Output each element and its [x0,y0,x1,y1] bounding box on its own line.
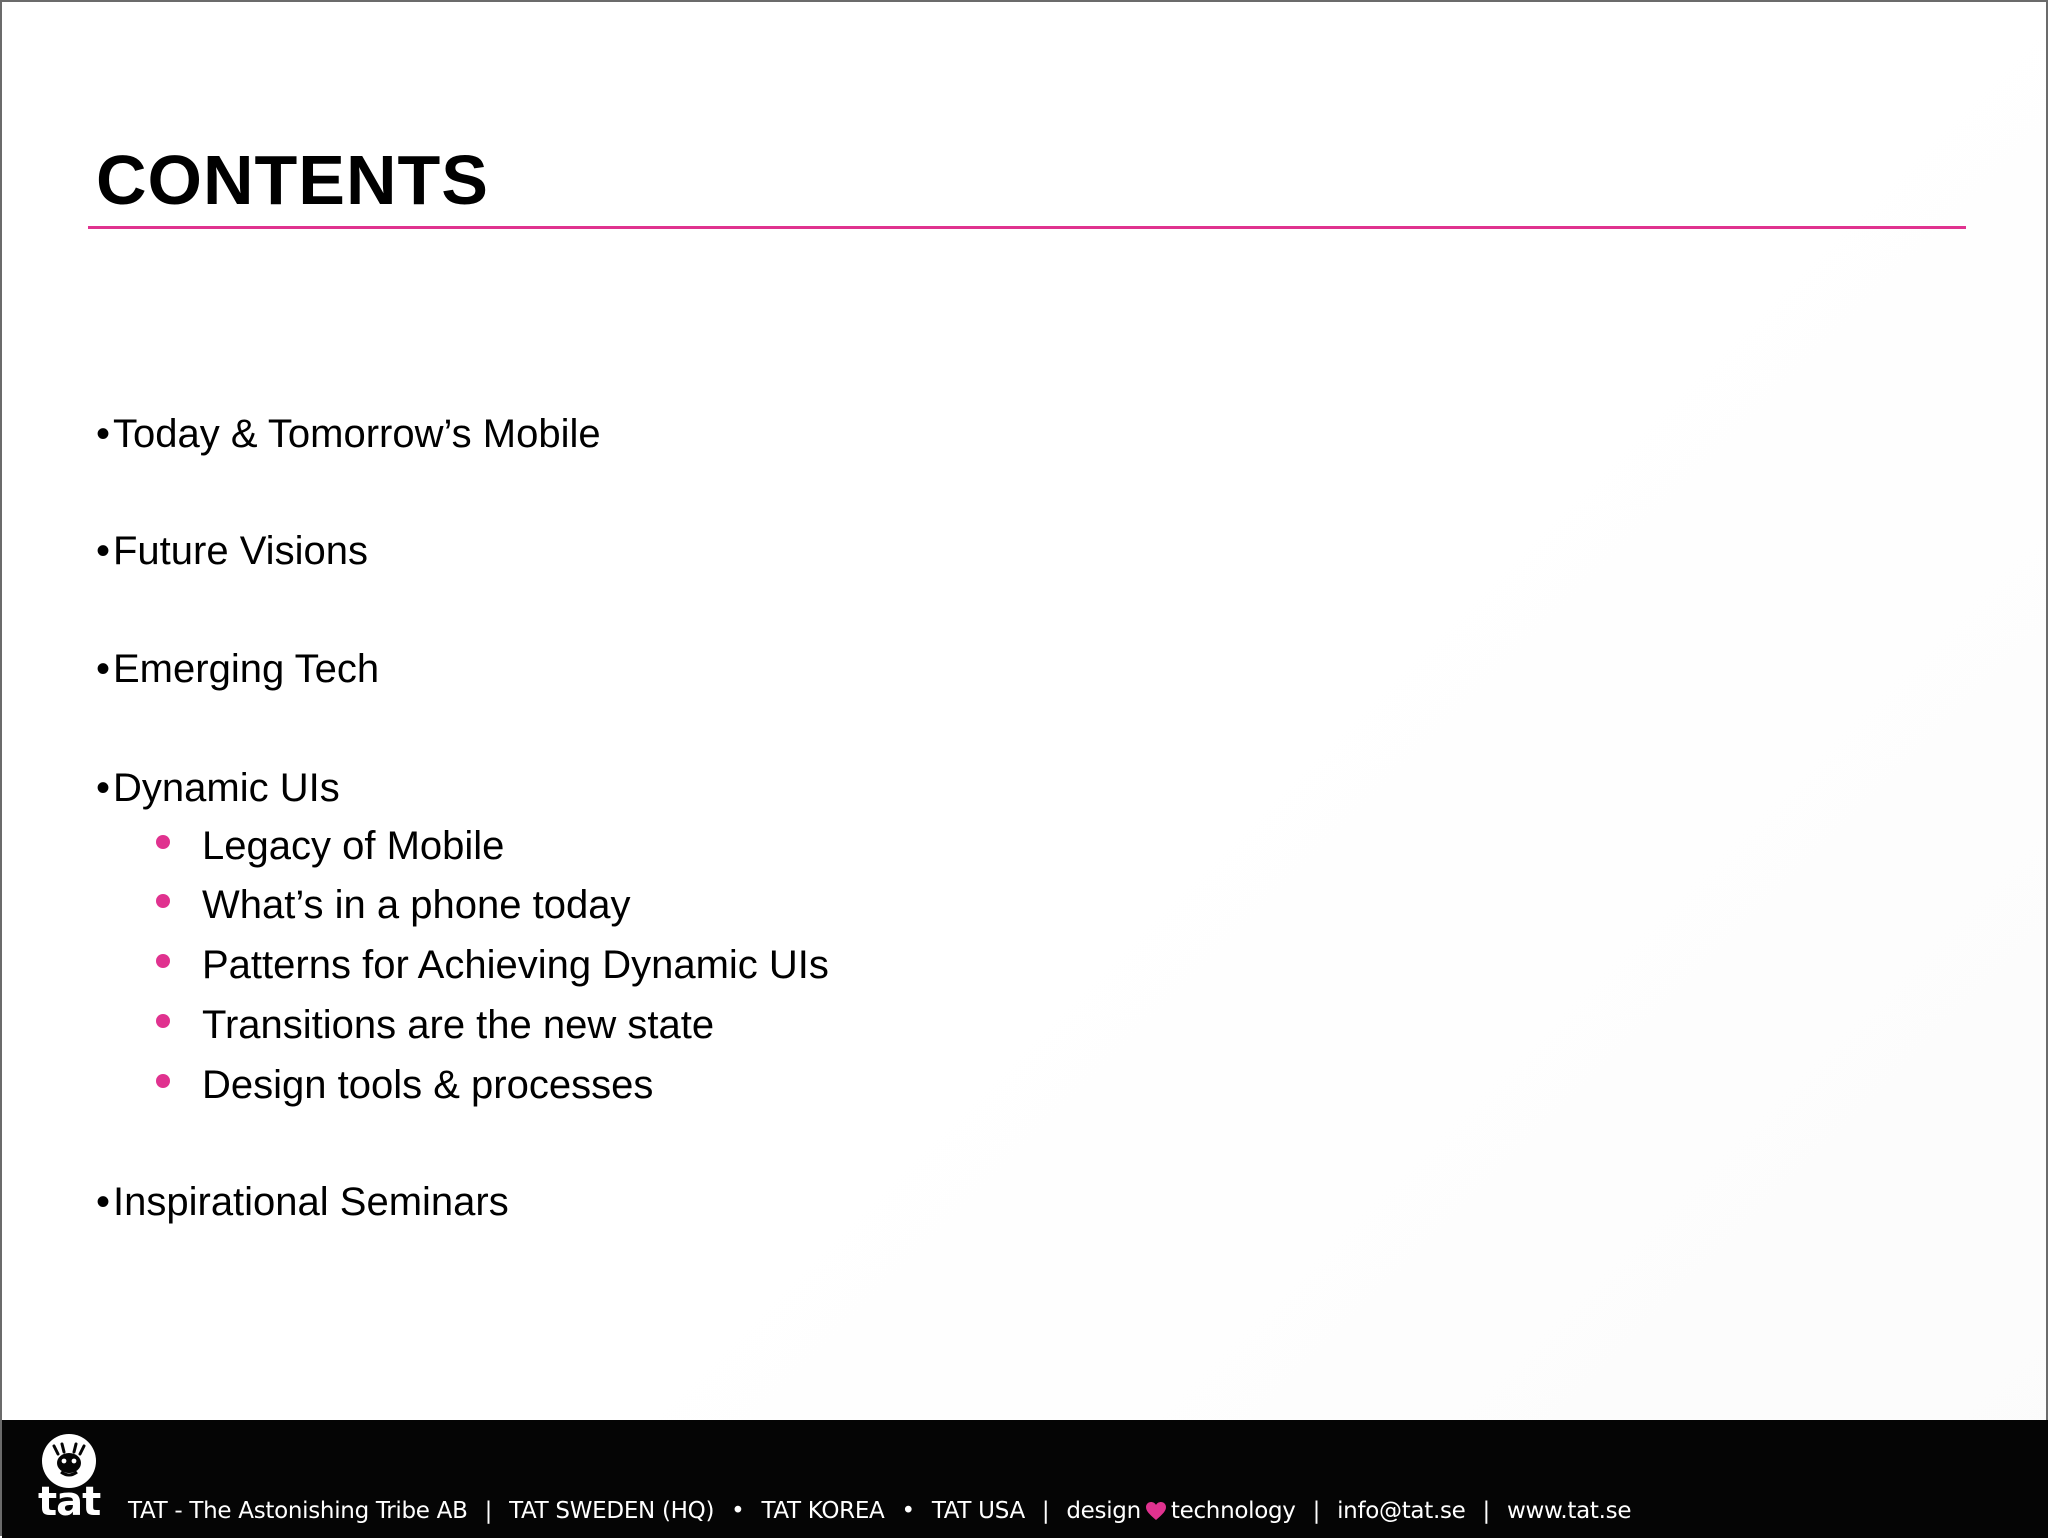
slide-title: CONTENTS [96,141,489,219]
office-korea: TAT KOREA [761,1498,885,1524]
contents-item-label: Emerging Tech [113,647,380,691]
contents-item [96,1178,509,1226]
bullet: • [96,766,111,810]
contents-subitem [156,941,829,989]
pink-bullet-icon [156,954,170,968]
email-link[interactable]: info@tat.se [1337,1498,1466,1524]
contents-subitem [156,1001,714,1049]
dot-separator: • [731,1498,745,1524]
pipe-separator: | [1482,1498,1490,1524]
contents-subitem-label: Patterns for Achieving Dynamic UIs [202,943,829,987]
contents-item [96,527,368,575]
office-usa: TAT USA [931,1498,1025,1524]
website-link[interactable]: www.tat.se [1506,1498,1632,1524]
bullet: • [96,1180,111,1224]
contents-item [96,645,379,693]
contents-item-label: Inspirational Seminars [113,1180,509,1224]
bullet: • [96,412,111,456]
contents-item [96,764,340,812]
contents-item [96,410,601,458]
contents-subitem-label: Legacy of Mobile [202,824,505,868]
contents-item-label: Dynamic UIs [113,766,340,810]
bullet: • [96,529,111,573]
footer-text [128,1496,1631,1526]
contents-subitem [156,1061,653,1109]
pink-bullet-icon [156,1074,170,1088]
contents-subitem-label: Design tools & processes [202,1063,654,1107]
pipe-separator: | [1312,1498,1321,1524]
pink-bullet-icon [156,1014,170,1028]
company-name: TAT - The Astonishing Tribe AB [128,1498,468,1524]
contents-subitem-label: Transitions are the new state [202,1003,715,1047]
heart-icon [1145,1501,1167,1521]
pink-bullet-icon [156,894,170,908]
pipe-separator: | [484,1498,493,1524]
title-underline [88,226,1966,229]
contents-subitem-label: What’s in a phone today [202,883,631,927]
dot-separator: • [901,1498,915,1524]
pink-bullet-icon [156,835,170,849]
contents-subitem [156,822,504,870]
logo-wordmark: tat [38,1479,101,1525]
footer-bar [2,1420,2048,1538]
office-sweden: TAT SWEDEN (HQ) [509,1498,715,1524]
contents-item-label: Today & Tomorrow’s Mobile [113,412,601,456]
tagline-design: design [1066,1498,1141,1524]
contents-subitem [156,881,630,929]
contents-item-label: Future Visions [113,529,368,573]
tagline-technology: technology [1170,1498,1296,1524]
bullet: • [96,647,111,691]
tat-logo [38,1434,101,1530]
pipe-separator: | [1041,1498,1050,1524]
